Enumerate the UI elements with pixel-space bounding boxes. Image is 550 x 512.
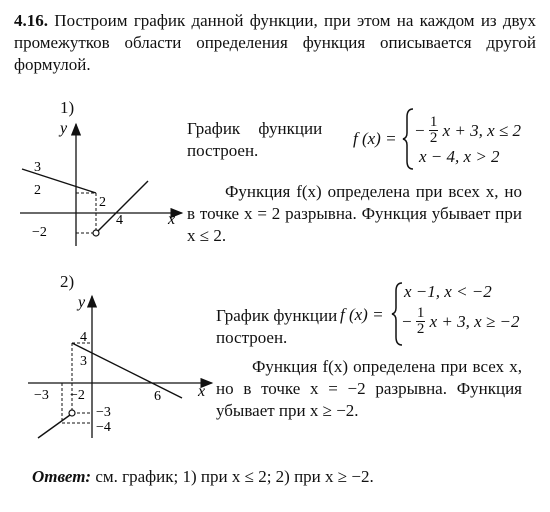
part2-caption-line1: График функции: [216, 306, 338, 325]
part1-case2: x − 4, x > 2: [419, 147, 500, 166]
part1-case1-num: 1: [429, 114, 438, 130]
tick-ym2: −2: [32, 225, 47, 240]
tick-y3: 3: [80, 354, 87, 369]
part2-case2-num: 1: [416, 305, 425, 321]
tick-y3: 3: [34, 160, 41, 175]
part1-label: 1): [60, 98, 75, 117]
part2-label: 2): [60, 272, 75, 291]
answer: [32, 467, 374, 487]
answer-text: см. график; 1) при x ≤ 2; 2) при x ≥ −2.: [95, 467, 374, 486]
y-axis-label: y: [78, 294, 86, 311]
tick-xm2: −2: [70, 388, 85, 403]
tick-xm3: −3: [34, 388, 49, 403]
part2-caption-line2: построен.: [216, 328, 288, 347]
part1-case1-text: x + 3, x ≤ 2: [442, 120, 521, 140]
open-point: [69, 410, 75, 416]
part1-caption: [187, 118, 322, 162]
tick-y4: 4: [80, 330, 87, 345]
part1-caption-line2: построен.: [187, 141, 259, 160]
part2-case2: − $\frac{1}{2}$ x + 3, x ≥ −2: [402, 305, 520, 337]
part1-case1: − $\frac{1}{2}$ x + 3, x ≤ 2: [415, 114, 521, 146]
branch-right-line: [72, 343, 182, 398]
part2-graph: [20, 290, 220, 440]
part2-description: Функция f(x) определена при всех x, но в точке x = −2 разрывна. Функция убывает при x ≥ −2.: [216, 357, 522, 420]
tick-x4: 4: [116, 213, 123, 228]
problem-text: Построим график данной функции, при этом на каждом из двух промежутков области определения функция описывается другой формулой.: [14, 11, 537, 74]
part2-caption: [216, 305, 337, 349]
part2-case1: x −1, x < −2: [404, 282, 492, 301]
brace-icon: [401, 107, 415, 171]
open-point: [93, 230, 99, 236]
part2-case2-den: 2: [416, 321, 425, 337]
tick-x6: 6: [154, 389, 161, 404]
tick-y2: 2: [34, 183, 41, 198]
part1-case1-den: 2: [429, 130, 438, 146]
tick-x2: 2: [99, 195, 106, 210]
problem-number: 4.16.: [14, 11, 48, 30]
problem-statement: [14, 10, 536, 76]
part2-formula-lhs: f (x) =: [340, 305, 384, 324]
part2-case2-text: x + 3, x ≥ −2: [429, 311, 520, 331]
part1-description: Функция f(x) определена при всех x, но в точке x = 2 разрывна. Функция убывает при x ≤ 2.: [187, 182, 522, 245]
part1-caption-line1: График функции: [187, 119, 323, 138]
part1-formula-lhs: f (x) =: [353, 129, 397, 148]
y-axis-label: y: [60, 120, 68, 137]
tick-ym3: −3: [96, 405, 111, 420]
tick-ym4: −4: [96, 420, 111, 435]
branch-left-line: [38, 415, 70, 438]
x-axis-label: x: [198, 383, 206, 400]
x-axis-label: x: [168, 211, 176, 228]
part1-graph: [20, 118, 190, 248]
answer-label: Ответ:: [32, 467, 92, 486]
